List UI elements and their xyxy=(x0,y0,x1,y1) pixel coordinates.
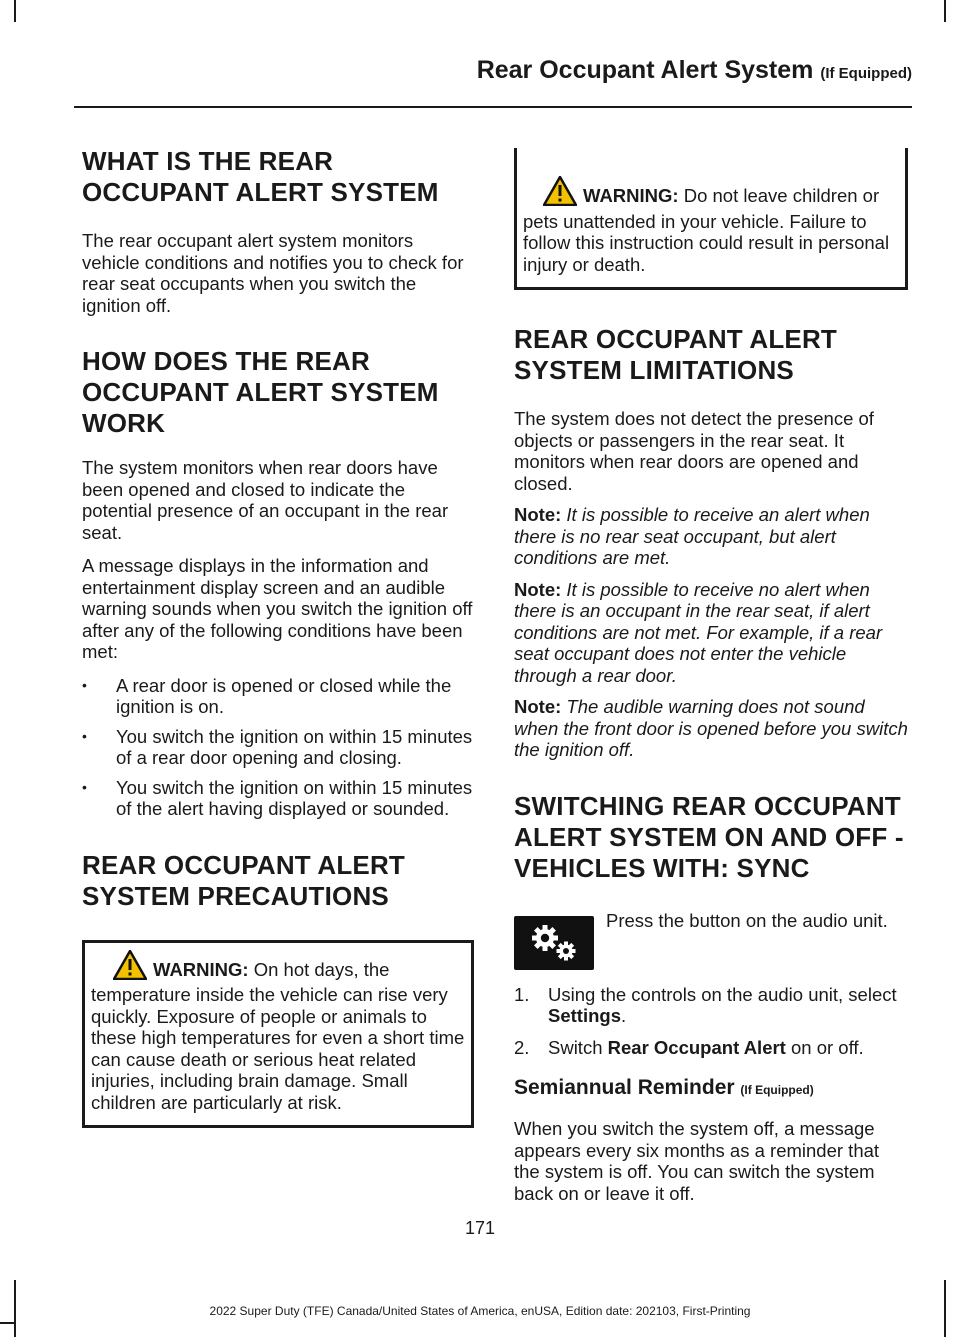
warning-box-rule xyxy=(82,940,474,943)
settings-instruction xyxy=(514,910,908,970)
list-item: 2. Switch Rear Occupant Alert on or off. xyxy=(514,1036,864,1058)
note-2: Note: It is possible to receive no alert when there is an occupant in the rear seat, if alert conditions are not met. For example, if a rear seat occupant does not enter the vehicle through a rear door. xyxy=(514,578,883,686)
what-is-paragraph: The rear occupant alert system monitors vehicle conditions and notifies you to check for rear seat occupants when you switch the ignition off. xyxy=(82,230,464,316)
crop-mark-bottom-left-h xyxy=(0,1322,16,1324)
reminder-paragraph: When you switch the system off, a message appears every six months as a reminder that the system is off. You can switch the system back on or leave it off. xyxy=(514,1118,880,1204)
how-works-paragraph-1: The system monitors when rear doors have been opened and closed to indicate the potential presence of an occupant in the rear seat. xyxy=(82,457,449,543)
warning-text: Do not leave children or pets unattended in your vehicle. Failure to follow this instruction could result in personal injury or death. xyxy=(523,185,890,275)
warning-text: On hot days, the temperature inside the vehicle can rise very quickly. Exposure of people or animals to these high temperatures for even a short time can cause death or serious heat related injuries, including brain damage. Small children are particularly at risk. xyxy=(91,958,465,1113)
how-works-paragraph-2: A message displays in the information and entertainment display screen and an audible warning sounds when you switch the ignition off after any of the following conditions have been met: xyxy=(82,555,473,662)
section-title-how-works: HOW DOES THE REAR OCCUPANT ALERT SYSTEM WORK xyxy=(82,346,439,438)
list-item: • A rear door is opened or closed while the ignition is on. xyxy=(82,675,474,718)
warning-label: WARNING: xyxy=(583,185,679,206)
page-header xyxy=(74,56,912,85)
crop-mark-top-left-v xyxy=(14,0,16,22)
edition-footer: 2022 Super Duty (TFE) Canada/United States of America, enUSA, Edition date: 202103, First-Printing xyxy=(209,1304,751,1318)
note-1: Note: It is possible to receive an alert when there is no rear seat occupant, but alert conditions are met. xyxy=(514,504,870,568)
subsection-title-reminder: Semiannual Reminder (If Equipped) xyxy=(514,1076,814,1099)
list-item: • You switch the ignition on within 15 minutes of a rear door opening and closing. xyxy=(82,726,474,769)
page-number: 171 xyxy=(464,1218,496,1238)
warning-triangle-icon xyxy=(543,176,577,211)
header-subtitle: (If Equipped) xyxy=(820,65,912,82)
section-title-precautions: REAR OCCUPANT ALERT SYSTEM PRECAUTIONS xyxy=(82,849,406,911)
gear-icon xyxy=(514,916,594,970)
crop-mark-top-right-v xyxy=(944,0,946,22)
warning-box-heat xyxy=(82,940,474,1129)
section-title-limitations: REAR OCCUPANT ALERT SYSTEM LIMITATIONS xyxy=(514,324,838,385)
header-divider xyxy=(74,106,912,108)
icon-caption: Press the button on the audio unit. xyxy=(606,909,888,931)
warning-label: WARNING: xyxy=(153,958,249,980)
warning-triangle-icon xyxy=(113,950,147,985)
section-title-what-is: WHAT IS THE REAR OCCUPANT ALERT SYSTEM xyxy=(82,146,439,207)
list-item: 1. Using the controls on the audio unit, select Settings. xyxy=(514,983,897,1026)
left-column xyxy=(82,146,474,1128)
note-3: Note: The audible warning does not sound when the front door is opened before you switch the ignition off. xyxy=(514,696,908,760)
right-column xyxy=(514,148,908,1204)
limitations-paragraph: The system does not detect the presence of objects or passengers in the rear seat. It monitors when rear doors are opened and closed. xyxy=(514,408,874,494)
steps-list xyxy=(514,984,908,1059)
conditions-list xyxy=(82,675,474,820)
list-item: • You switch the ignition on within 15 minutes of the alert having displayed or sounded. xyxy=(82,777,474,820)
warning-box-unattended xyxy=(514,148,908,290)
header-title: Rear Occupant Alert System xyxy=(476,56,814,84)
section-title-switching: SWITCHING REAR OCCUPANT ALERT SYSTEM ON AND OFF - VEHICLES WITH: SYNC xyxy=(514,790,904,883)
